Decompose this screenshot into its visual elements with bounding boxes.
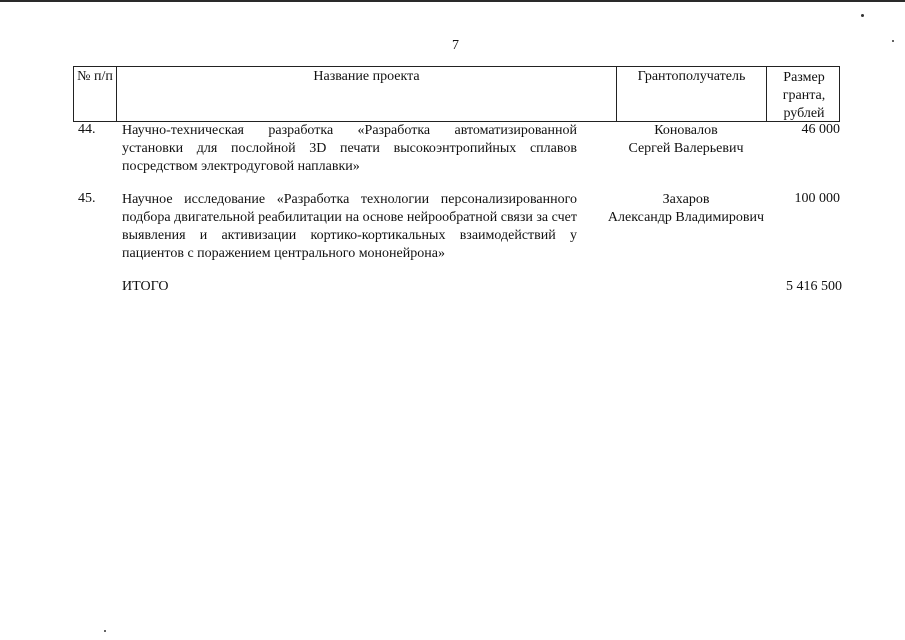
- total-label: ИТОГО: [122, 279, 169, 294]
- row-recipient: [586, 122, 786, 158]
- row-project-name: Научно-техническая разработка «Разработка автоматизированной установки для послойной 3D печати высокоэнтропийных сплавов посредством электродуговой наплавки»: [122, 123, 577, 174]
- row-recipient-given-names: Александр Владимирович: [607, 210, 765, 225]
- row-recipient-surname: Захаров: [662, 192, 710, 207]
- header-amount-label: Размер гранта, рублей: [782, 70, 826, 121]
- scan-speck: [104, 630, 106, 632]
- row-recipient-surname: Коновалов: [654, 123, 718, 138]
- row-recipient-given-names: Сергей Валерьевич: [628, 141, 744, 156]
- row-number: 44.: [78, 122, 96, 137]
- header-number-label: № п/п: [77, 69, 113, 84]
- header-number: [74, 67, 117, 121]
- header-project-name-label: Название проекта: [313, 69, 420, 84]
- page-number: 7: [452, 38, 459, 53]
- row-amount: 100 000: [794, 191, 840, 206]
- row-amount: 46 000: [801, 122, 840, 137]
- header-project-name: [117, 67, 617, 121]
- row-recipient: [586, 191, 786, 227]
- scan-speck: [892, 40, 894, 42]
- table-header: [73, 66, 840, 122]
- header-recipient: [617, 67, 767, 121]
- header-amount: [767, 67, 841, 121]
- scan-speck: [861, 14, 864, 17]
- header-recipient-label: Грантополучатель: [637, 69, 746, 84]
- total-value: 5 416 500: [786, 279, 842, 294]
- row-number: 45.: [78, 191, 96, 206]
- row-project-name: Научное исследование «Разработка технологии персонализированного подбора двигательной реабилитации на основе нейрообратной связи за счет выявления и активизации кортико-кортикальных взаимодействий у пациентов с поражением центрального мононейрона»: [122, 192, 577, 261]
- top-border-line: [0, 0, 905, 2]
